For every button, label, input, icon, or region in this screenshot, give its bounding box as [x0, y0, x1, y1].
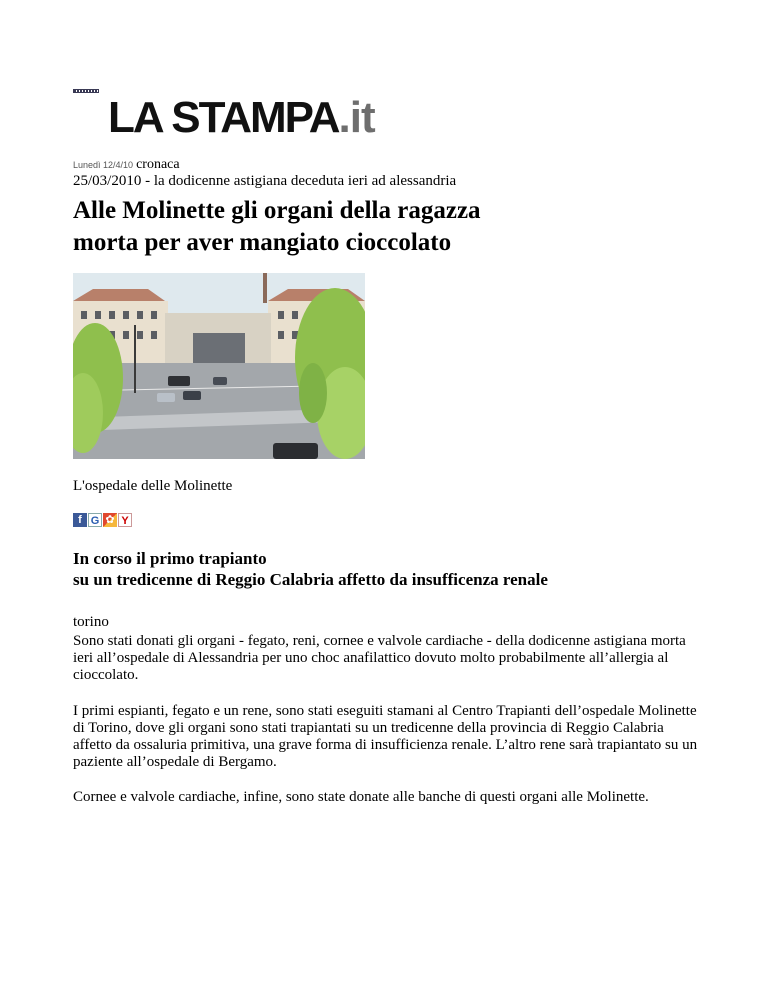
- article-dateline: 25/03/2010 - la dodicenne astigiana deceduta ieri ad alessandria: [73, 173, 457, 189]
- mix-icon[interactable]: ✿: [103, 513, 117, 527]
- place-label: torino: [73, 614, 109, 630]
- subheadline: [73, 548, 693, 590]
- paragraph: I primi espianti, fegato e un rene, sono stati eseguiti stamani al Centro Trapianti dell’ospedale Molinette di Torino, dove gli organi sono stati trapiantati su un tredicenne della provincia di Reggio Calabria affetto da ossaluria primitiva, una grave forma di insufficienza renale. L’altro rene sarà trapiantato su un paziente all’ospedale di Bergamo.: [73, 703, 698, 770]
- yahoo-icon[interactable]: Y: [118, 513, 132, 527]
- headline: [73, 195, 673, 259]
- issue-date: Lunedì 12/4/10: [73, 160, 134, 170]
- photo-caption: L'ospedale delle Molinette: [73, 478, 233, 494]
- logo-text: LA STAMPA: [108, 93, 339, 142]
- section-label: cronaca: [136, 157, 180, 172]
- article-photo: [73, 273, 365, 459]
- share-bar: [73, 513, 132, 527]
- site-logo[interactable]: [108, 93, 375, 142]
- decorative-dots: [73, 89, 99, 93]
- logo-suffix: .it: [338, 93, 375, 142]
- paragraph: Cornee e valvole cardiache, infine, sono state donate alle banche di questi organi alle Molinette.: [73, 789, 649, 805]
- google-icon[interactable]: G: [88, 513, 102, 527]
- headline-line-2: morta per aver mangiato cioccolato: [73, 229, 452, 256]
- subhead-line-2: su un tredicenne di Reggio Calabria affetto da insufficenza renale: [73, 570, 548, 589]
- facebook-icon[interactable]: f: [73, 513, 87, 527]
- subhead-line-1: In corso il primo trapianto: [73, 549, 267, 568]
- dateline: [73, 157, 180, 173]
- paragraph: Sono stati donati gli organi - fegato, reni, cornee e valvole cardiache - della dodicenne astigiana morta ieri all’ospedale di Alessandria per uno choc anafilattico dovuto molto probabilmente all’allergia al cioccolato.: [73, 633, 686, 683]
- headline-line-1: Alle Molinette gli organi della ragazza: [73, 197, 481, 224]
